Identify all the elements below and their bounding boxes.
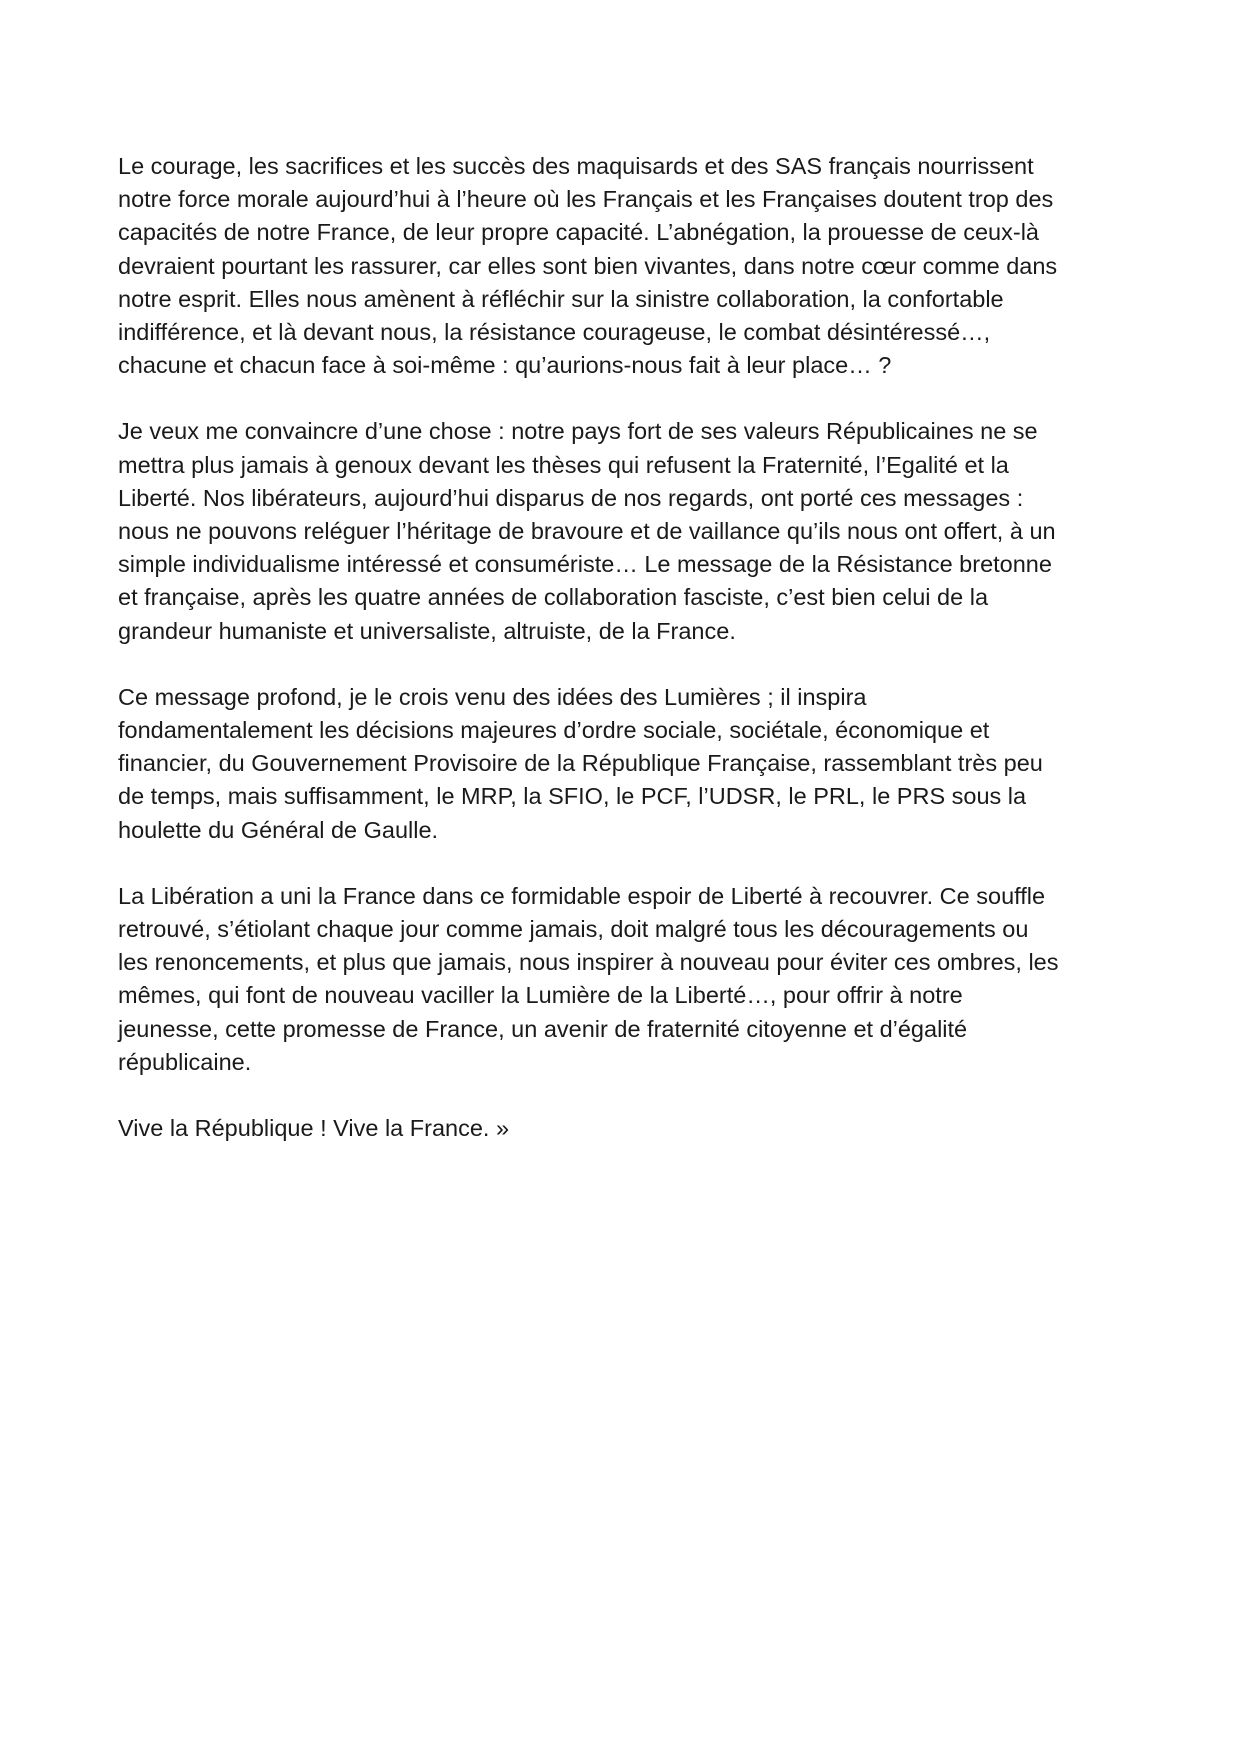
text-line: grandeur humaniste et universaliste, altruiste, de la France. [118, 617, 736, 644]
text-line: Vive la République ! Vive la France. » [118, 1115, 510, 1142]
text-line: fondamentalement les décisions majeures d’ordre sociale, sociétale, économique et [118, 717, 990, 744]
paragraph-3 [118, 681, 1128, 847]
text-line: les renoncements, et plus que jamais, nous inspirer à nouveau pour éviter ces ombres, les [118, 949, 1059, 976]
text-line: capacités de notre France, de leur propre capacité. L’abnégation, la prouesse de ceux-là [118, 219, 1039, 246]
text-line: jeunesse, cette promesse de France, un avenir de fraternité citoyenne et d’égalité [118, 1015, 968, 1042]
text-line: de temps, mais suffisamment, le MRP, la SFIO, le PCF, l’UDSR, le PRL, le PRS sous la [118, 783, 1027, 810]
paragraph-2 [118, 415, 1128, 647]
text-line: républicaine. [118, 1048, 252, 1075]
text-line: retrouvé, s’étiolant chaque jour comme jamais, doit malgré tous les découragements ou [118, 916, 1029, 943]
paragraph-4 [118, 880, 1128, 1079]
text-line: houlette du Général de Gaulle. [118, 816, 439, 843]
text-line: Ce message profond, je le crois venu des idées des Lumières ; il inspira [118, 683, 867, 710]
text-line: Liberté. Nos libérateurs, aujourd’hui disparus de nos regards, ont porté ces messages : [118, 484, 1024, 511]
text-line: chacune et chacun face à soi-même : qu’aurions-nous fait à leur place… ? [118, 352, 892, 379]
text-line: mettra plus jamais à genoux devant les thèses qui refusent la Fraternité, l’Egalité et la [118, 451, 1009, 478]
paragraph-1 [118, 150, 1128, 382]
text-line: La Libération a uni la France dans ce formidable espoir de Liberté à recouvrer. Ce souffle [118, 882, 1046, 909]
text-line: simple individualisme intéressé et consumériste… Le message de la Résistance bretonne [118, 551, 1052, 578]
text-line: devraient pourtant les rassurer, car elles sont bien vivantes, dans notre cœur comme dans [118, 252, 1058, 279]
text-line: et française, après les quatre années de collaboration fasciste, c’est bien celui de la [118, 584, 989, 611]
text-line: nous ne pouvons reléguer l’héritage de bravoure et de vaillance qu’ils nous ont offert, à un [118, 518, 1056, 545]
text-line: Je veux me convaincre d’une chose : notre pays fort de ses valeurs Républicaines ne se [118, 418, 1038, 445]
text-line: indifférence, et là devant nous, la résistance courageuse, le combat désintéressé…, [118, 319, 991, 346]
text-line: financier, du Gouvernement Provisoire de la République Française, rassemblant très peu [118, 750, 1043, 777]
text-line: mêmes, qui font de nouveau vaciller la Lumière de la Liberté…, pour offrir à notre [118, 982, 963, 1009]
text-line: Le courage, les sacrifices et les succès des maquisards et des SAS français nourrissent [118, 153, 1034, 179]
text-line: notre esprit. Elles nous amènent à réfléchir sur la sinistre collaboration, la confortable [118, 285, 1004, 312]
paragraph-5 [118, 1112, 1128, 1145]
document-body [118, 150, 1128, 1178]
text-line: notre force morale aujourd’hui à l’heure où les Français et les Françaises doutent trop des [118, 186, 1054, 213]
